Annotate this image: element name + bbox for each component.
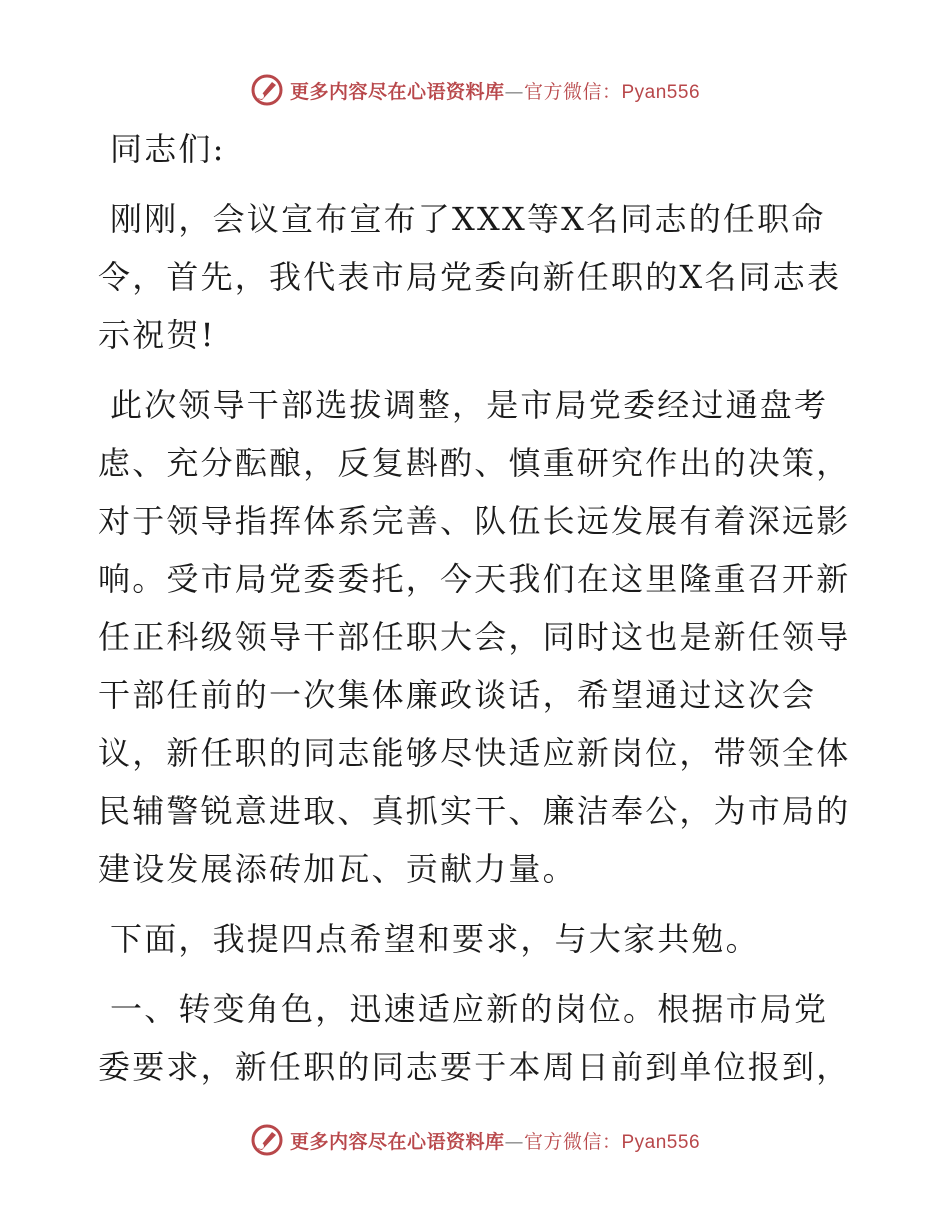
header-watermark-banner [0, 70, 950, 110]
banner-wechat-label: 官方微信： [523, 1130, 622, 1153]
banner-dash: — [504, 1130, 524, 1153]
quill-logo-icon [250, 1123, 284, 1157]
paragraph-point-one: 一、转变角色，迅速适应新的岗位。根据市局党委要求，新任职的同志要于本周日前到单位报到， [98, 990, 851, 1086]
footer-watermark-banner [0, 1120, 950, 1160]
salutation: 同志们: [110, 130, 226, 168]
paragraph-selection: 此次领导干部选拔调整，是市局党委经过通盘考虑、充分酝酿，反复斟酌、慎重研究作出的决策，对于领导指挥体系完善、队伍长远发展有着深远影响。受市局党委委托，今天我们在这里隆重召开新任正科级领导干部任职大会，同时这也是新任领导干部任前的一次集体廉政谈话，希望通过这次会议，新任职的同志能够尽快适应新岗位，带领全体民辅警锐意进取、真抓实干、廉洁奉公，为市局的建设发展添砖加瓦、贡献力量。 [98, 386, 851, 888]
banner-wechat-id: Pyan556 [621, 1131, 701, 1153]
document-body [98, 120, 853, 1108]
banner-wechat-id: Pyan556 [621, 81, 701, 103]
banner-main-text: 更多内容尽在心语资料库 [289, 80, 505, 103]
banner-text [290, 1127, 700, 1154]
banner-dash: — [504, 80, 524, 103]
paragraph-requirements-intro: 下面，我提四点希望和要求，与大家共勉。 [110, 920, 760, 958]
banner-main-text: 更多内容尽在心语资料库 [289, 1130, 505, 1153]
banner-text [290, 77, 700, 104]
banner-wechat-label: 官方微信： [523, 80, 622, 103]
quill-logo-icon [250, 73, 284, 107]
paragraph-congratulations: 刚刚，会议宣布宣布了XXX等X名同志的任职命令，首先，我代表市局党委向新任职的X名同志表示祝贺! [98, 200, 842, 354]
